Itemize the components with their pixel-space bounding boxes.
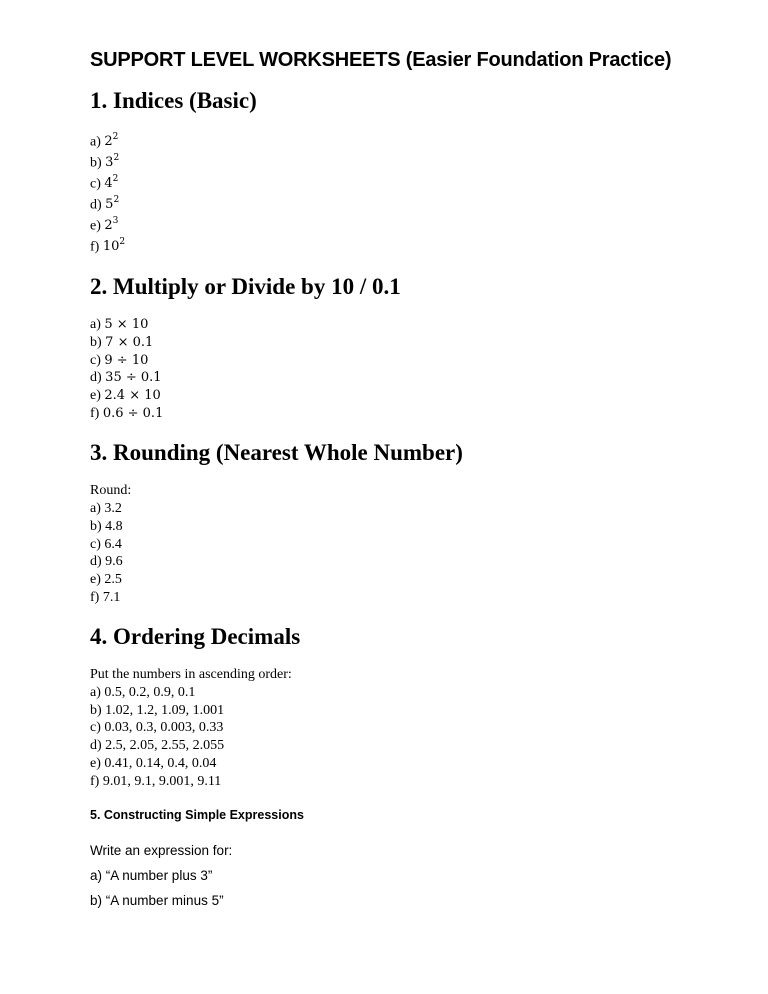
item-label: b) (90, 702, 102, 718)
power-base: 4 (104, 176, 113, 192)
worksheet-page (90, 42, 710, 913)
power-base: 2 (104, 218, 113, 234)
list-item (90, 571, 710, 589)
item-label: c) (90, 176, 101, 192)
math-expression (105, 197, 119, 212)
expressions-list (90, 838, 710, 913)
list-item (90, 755, 710, 773)
document-title: SUPPORT LEVEL WORKSHEETS (Easier Foundation Practice) (90, 49, 672, 71)
item-text: 9.01, 9.1, 9.001, 9.11 (102, 773, 222, 789)
math-expression: 7 × 0.1 (105, 334, 154, 350)
item-text: 9.6 (105, 554, 123, 570)
item-text: 6.4 (104, 536, 122, 552)
power-exponent: 2 (119, 237, 126, 248)
section-instruction: Put the numbers in ascending order: (90, 667, 292, 683)
math-expression (104, 218, 118, 233)
list-item (90, 316, 710, 334)
power-base: 5 (105, 197, 114, 213)
power-exponent: 2 (112, 132, 119, 142)
math-expression: 0.6 ÷ 0.1 (102, 405, 164, 421)
item-text: “A number plus 3” (105, 868, 213, 884)
item-label: a) (90, 868, 103, 884)
list-item (90, 719, 710, 737)
section-instruction: Write an expression for: (90, 843, 233, 859)
list-item (90, 536, 710, 554)
math-expression: 35 ÷ 0.1 (105, 370, 162, 386)
multiply-divide-list (90, 316, 710, 422)
item-label: e) (90, 388, 101, 403)
item-label: b) (90, 893, 103, 909)
list-item (90, 684, 710, 702)
list-item (90, 193, 710, 214)
item-label: a) (90, 685, 101, 701)
item-text: 2.5 (104, 571, 122, 587)
item-text: 0.03, 0.3, 0.003, 0.33 (104, 720, 224, 736)
item-text: 1.02, 1.2, 1.09, 1.001 (105, 702, 225, 718)
section-instruction: Round: (90, 483, 132, 499)
list-item (90, 387, 710, 405)
math-expression (105, 155, 119, 170)
list-item (90, 553, 710, 571)
list-item (90, 352, 710, 370)
section-heading-indices: 1. Indices (Basic) (90, 88, 257, 113)
power-exponent: 2 (113, 153, 120, 164)
list-item (90, 518, 710, 536)
list-item (90, 863, 710, 888)
item-text: 0.5, 0.2, 0.9, 0.1 (104, 685, 196, 701)
math-expression: 2.4 × 10 (104, 388, 161, 403)
item-label: d) (90, 197, 102, 213)
power-base: 3 (105, 155, 114, 171)
item-text: 7.1 (102, 589, 121, 605)
power-base: 10 (102, 239, 120, 255)
math-expression: 5 × 10 (104, 317, 149, 333)
power-base: 2 (104, 134, 113, 150)
item-label: b) (90, 334, 102, 350)
item-label: d) (90, 554, 102, 570)
list-item (90, 405, 710, 423)
item-label: c) (90, 536, 101, 552)
list-item (90, 334, 710, 352)
list-item (90, 369, 710, 387)
list-item (90, 589, 710, 607)
item-label: f) (90, 239, 100, 255)
item-text: 2.5, 2.05, 2.55, 2.055 (105, 738, 225, 754)
item-label: f) (90, 589, 100, 605)
item-label: b) (90, 518, 102, 534)
item-label: e) (90, 755, 101, 771)
math-expression: 9 ÷ 10 (104, 352, 149, 368)
section-heading-expressions: 5. Constructing Simple Expressions (90, 808, 304, 823)
item-label: c) (90, 720, 101, 736)
list-item (90, 172, 710, 193)
item-label: f) (90, 405, 100, 421)
power-exponent: 2 (113, 195, 120, 206)
list-item (90, 151, 710, 172)
item-label: b) (90, 155, 102, 171)
section-heading-ordering-decimals: 4. Ordering Decimals (90, 624, 301, 650)
math-expression (104, 134, 118, 149)
list-item (90, 235, 710, 256)
item-text: 0.41, 0.14, 0.4, 0.04 (104, 755, 217, 771)
item-label: a) (90, 501, 101, 517)
item-label: e) (90, 571, 101, 587)
list-item (90, 702, 710, 720)
indices-list (90, 130, 710, 256)
list-item (90, 888, 710, 913)
section-heading-multiply-divide: 2. Multiply or Divide by 10 / 0.1 (90, 274, 401, 300)
ordering-decimals-list (90, 666, 710, 790)
power-exponent: 3 (112, 216, 119, 227)
item-label: a) (90, 134, 101, 150)
item-label: c) (90, 352, 101, 368)
item-text: “A number minus 5” (105, 893, 224, 909)
item-label: d) (90, 738, 102, 754)
item-text: 4.8 (105, 518, 123, 534)
section-heading-rounding: 3. Rounding (Nearest Whole Number) (90, 440, 463, 466)
rounding-list (90, 482, 710, 606)
list-item (90, 500, 710, 518)
item-label: e) (90, 218, 101, 234)
list-item (90, 773, 710, 791)
list-item (90, 737, 710, 755)
list-item (90, 214, 710, 235)
item-label: f) (90, 773, 100, 789)
math-expression (104, 176, 118, 191)
item-text: 3.2 (104, 501, 122, 517)
item-label: a) (90, 317, 101, 333)
power-exponent: 2 (112, 174, 119, 185)
item-label: d) (90, 370, 102, 386)
list-item (90, 130, 710, 151)
math-expression (103, 239, 125, 254)
